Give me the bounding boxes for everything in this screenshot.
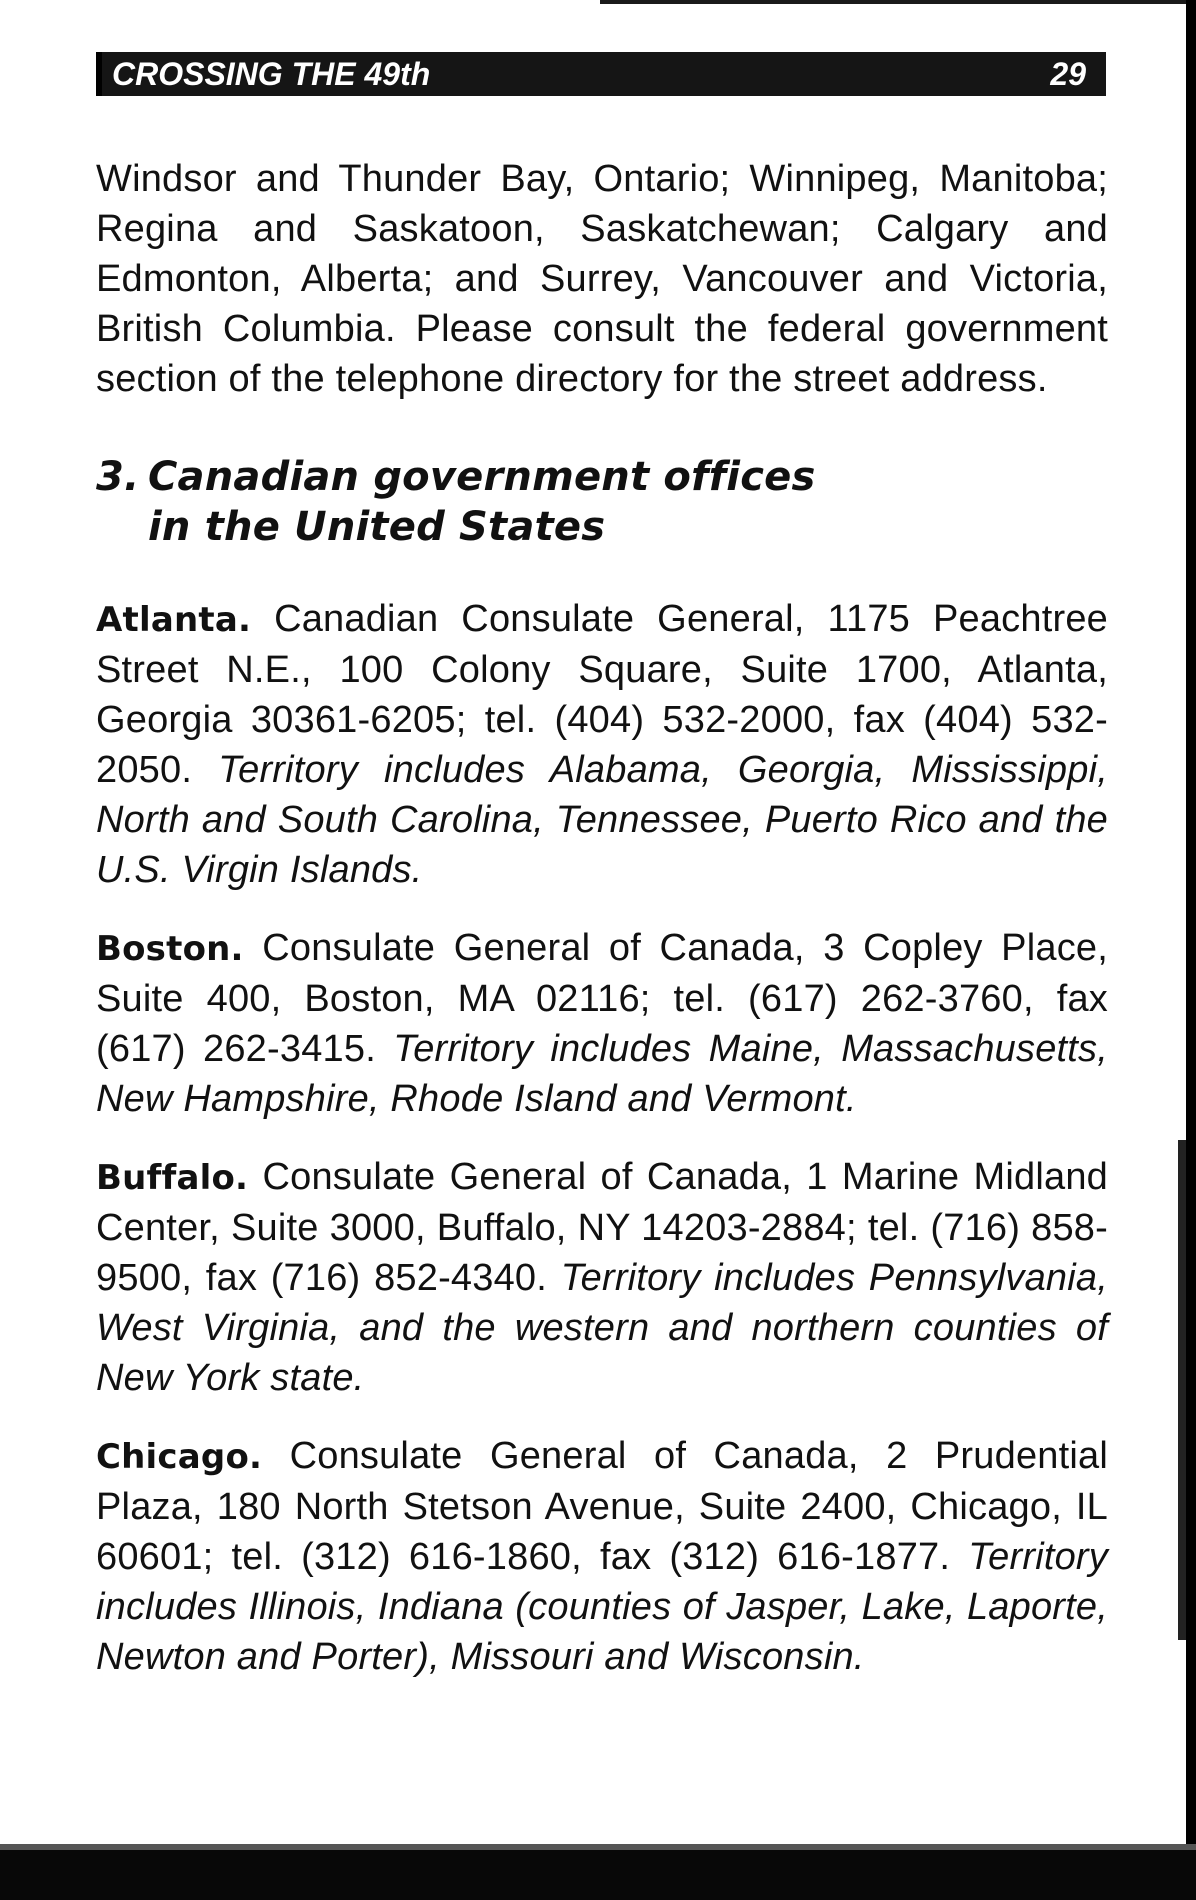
- entry-city: Chicago.: [96, 1437, 263, 1477]
- entry-buffalo: [96, 1152, 1108, 1403]
- top-scan-edge: [600, 0, 1196, 4]
- entry-details: Consulate General of Canada, 1 Marine Midland Center, Suite 3000, Buffalo, NY 14203-2884; tel. (716) 858-9500, fax (716) 852-4340.: [96, 1156, 1108, 1299]
- entry-details: Consulate General of Canada, 2 Prudential Plaza, 180 North Stetson Avenue, Suite 2400, Chicago, IL 60601; tel. (312) 616-1860, fax (312) 616-1877.: [96, 1435, 1108, 1578]
- intro-paragraph: Windsor and Thunder Bay, Ontario; Winnipeg, Manitoba; Regina and Saskatoon, Saskatchewan; Calgary and Edmonton, Alberta; and Surrey, Vancouver and Victoria, British Columbia. Please consult the federal government section of the telephone directory for the street address.: [96, 158, 1108, 400]
- entry-details: Canadian Consulate General, 1175 Peachtree Street N.E., 100 Colony Square, Suite 1700, Atlanta, Georgia 30361-6205; tel. (404) 532-2000, fax (404) 532-2050.: [96, 598, 1108, 791]
- section-title-line-1: Canadian government offices: [148, 454, 816, 500]
- entry-territory: Territory includes Illinois, Indiana (counties of Jasper, Lake, Laporte, Newton and Porter), Missouri and Wisconsin.: [96, 1536, 1108, 1678]
- bottom-scan-edge: [0, 1850, 1196, 1900]
- entry-details: Consulate General of Canada, 3 Copley Place, Suite 400, Boston, MA 02116; tel. (617) 262-3760, fax (617) 262-3415.: [96, 927, 1108, 1070]
- entry-territory: Territory includes Alabama, Georgia, Mississippi, North and South Carolina, Tennessee, Puerto Rico and the U.S. Virgin Islands.: [96, 749, 1109, 891]
- entry-city: Boston.: [96, 929, 244, 969]
- entry-atlanta: [96, 594, 1108, 895]
- entry-city: Atlanta.: [96, 600, 252, 640]
- section-heading: [96, 452, 1108, 552]
- entry-territory: Territory includes Pennsylvania, West Virginia, and the western and northern counties of New York state.: [96, 1257, 1108, 1399]
- section-title-line-2: in the United States: [148, 504, 606, 550]
- section-number: 3.: [96, 454, 140, 500]
- page-body: [96, 154, 1108, 1710]
- page-number: 29: [1050, 56, 1086, 92]
- entry-chicago: [96, 1431, 1108, 1682]
- right-scan-shadow: [1178, 1140, 1186, 1640]
- entry-territory: Territory includes Maine, Massachusetts, New Hampshire, Rhode Island and Vermont.: [96, 1028, 1109, 1120]
- right-scan-edge: [1186, 0, 1196, 1900]
- entry-city: Buffalo.: [96, 1158, 249, 1198]
- running-header-title: CROSSING THE 49th: [112, 56, 431, 92]
- entry-boston: [96, 923, 1108, 1124]
